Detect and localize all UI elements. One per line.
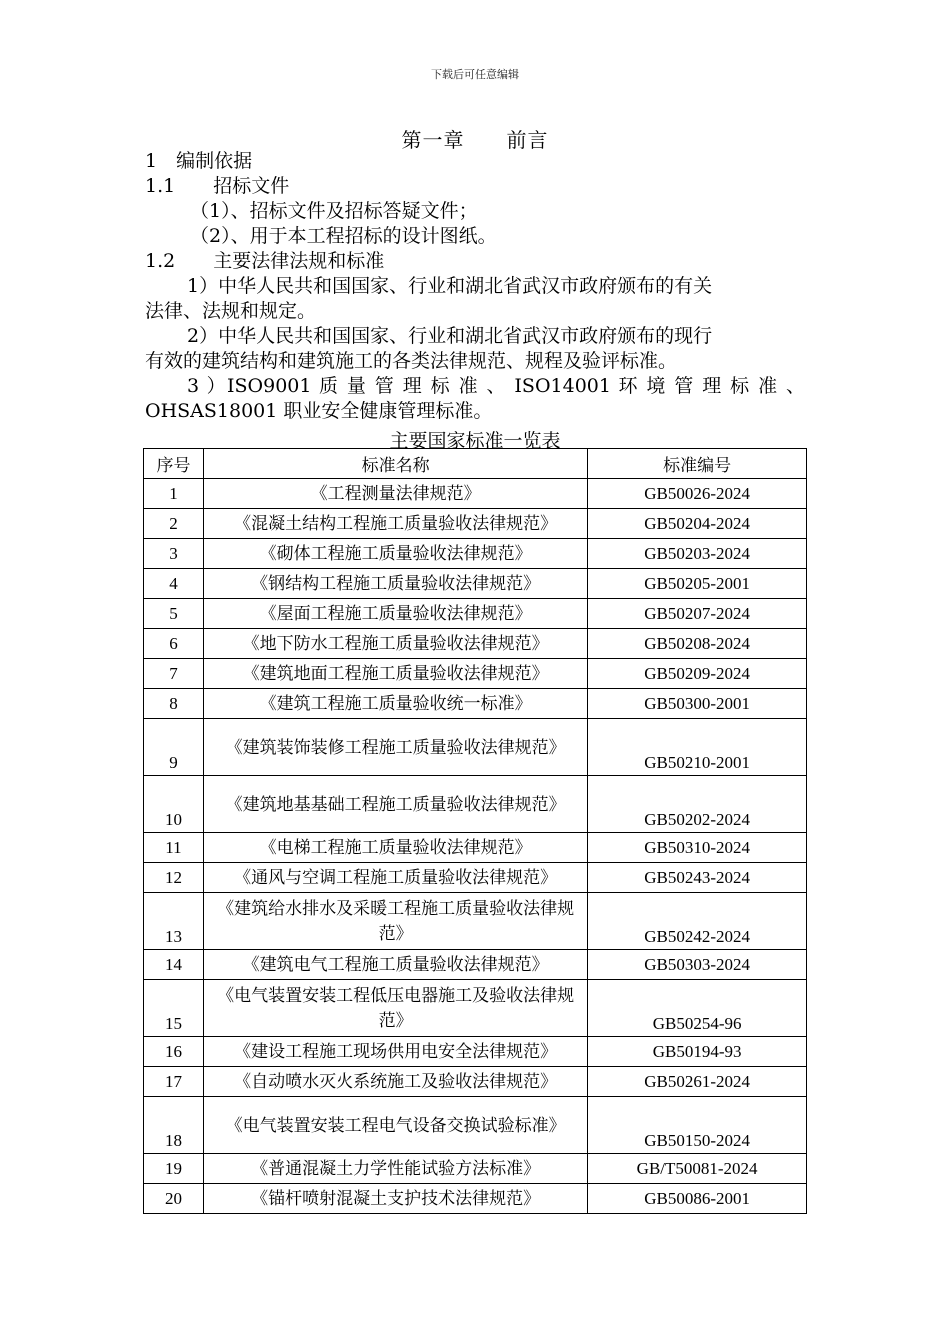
table-row — [144, 539, 807, 569]
row-code: GB50205-2001 — [588, 569, 807, 599]
table-row — [144, 1097, 807, 1154]
header-name: 标准名称 — [203, 449, 587, 479]
row-name: 《砌体工程施工质量验收法律规范》 — [203, 539, 587, 569]
row-name: 《混凝土结构工程施工质量验收法律规范》 — [203, 509, 587, 539]
table-row — [144, 479, 807, 509]
table-row — [144, 719, 807, 776]
table-row — [144, 776, 807, 833]
row-code: GB/T50081-2024 — [588, 1154, 807, 1184]
row-name: 《电梯工程施工质量验收法律规范》 — [203, 833, 587, 863]
row-name: 《建筑电气工程施工质量验收法律规范》 — [203, 950, 587, 980]
table-row — [144, 1184, 807, 1214]
row-name: 《电气装置安装工程低压电器施工及验收法律规范》 — [203, 980, 587, 1037]
row-code: GB50202-2024 — [588, 776, 807, 833]
section-heading-1-2: 1.2 主要法律法规和标准 — [145, 250, 385, 272]
row-name: 《自动喷水灭火系统施工及验收法律规范》 — [203, 1067, 587, 1097]
row-code: GB50303-2024 — [588, 950, 807, 980]
row-code: GB50242-2024 — [588, 893, 807, 950]
row-code: GB50254-96 — [588, 980, 807, 1037]
section-heading-1-1: 1.1 招标文件 — [145, 175, 290, 197]
row-no: 1 — [144, 479, 204, 509]
paragraph-1-line-1: 1）中华人民共和国国家、行业和湖北省武汉市政府颁布的有关 — [187, 275, 713, 297]
row-name: 《工程测量法律规范》 — [203, 479, 587, 509]
paragraph-3-line-1: 3 ）ISO9001 质 量 管 理 标 准 、 ISO14001 环 境 管 理 标 准 、 — [187, 375, 805, 397]
table-row — [144, 629, 807, 659]
table-title: 主要国家标准一览表 — [389, 430, 561, 452]
row-code: GB50208-2024 — [588, 629, 807, 659]
header-code: 标准编号 — [588, 449, 807, 479]
row-no: 14 — [144, 950, 204, 980]
row-no: 5 — [144, 599, 204, 629]
standards-table — [143, 448, 807, 1214]
row-no: 10 — [144, 776, 204, 833]
table-header-row — [144, 449, 807, 479]
table-row — [144, 893, 807, 950]
table-row — [144, 599, 807, 629]
section-heading-1: 1 编制依据 — [145, 150, 253, 172]
row-name: 《建筑地基基础工程施工质量验收法律规范》 — [203, 776, 587, 833]
row-code: GB50026-2024 — [588, 479, 807, 509]
chapter-title: 第一章 前言 — [401, 128, 549, 152]
row-code: GB50210-2001 — [588, 719, 807, 776]
row-no: 11 — [144, 833, 204, 863]
row-no: 6 — [144, 629, 204, 659]
row-code: GB50300-2001 — [588, 689, 807, 719]
row-no: 13 — [144, 893, 204, 950]
table-row — [144, 689, 807, 719]
row-code: GB50261-2024 — [588, 1067, 807, 1097]
paragraph-2-line-2: 有效的建筑结构和建筑施工的各类法律规范、规程及验评标准。 — [145, 350, 678, 372]
list-item: （1）、招标文件及招标答疑文件； — [190, 200, 478, 222]
paragraph-1-line-2: 法律、法规和规定。 — [145, 300, 317, 322]
table-row — [144, 980, 807, 1037]
row-code: GB50204-2024 — [588, 509, 807, 539]
row-no: 12 — [144, 863, 204, 893]
row-no: 20 — [144, 1184, 204, 1214]
table-row — [144, 833, 807, 863]
table-row — [144, 1037, 807, 1067]
row-name: 《建设工程施工现场供用电安全法律规范》 — [203, 1037, 587, 1067]
row-no: 18 — [144, 1097, 204, 1154]
table-row — [144, 569, 807, 599]
row-no: 2 — [144, 509, 204, 539]
table-row — [144, 950, 807, 980]
row-code: GB50150-2024 — [588, 1097, 807, 1154]
paragraph-3-line-2: OHSAS18001 职业安全健康管理标准。 — [145, 400, 493, 422]
row-code: GB50207-2024 — [588, 599, 807, 629]
row-no: 19 — [144, 1154, 204, 1184]
row-name: 《钢结构工程施工质量验收法律规范》 — [203, 569, 587, 599]
header-no: 序号 — [144, 449, 204, 479]
row-name: 《建筑地面工程施工质量验收法律规范》 — [203, 659, 587, 689]
table-row — [144, 1067, 807, 1097]
table-row — [144, 863, 807, 893]
row-no: 7 — [144, 659, 204, 689]
row-name: 《通风与空调工程施工质量验收法律规范》 — [203, 863, 587, 893]
row-no: 4 — [144, 569, 204, 599]
row-code: GB50243-2024 — [588, 863, 807, 893]
row-code: GB50209-2024 — [588, 659, 807, 689]
row-name: 《建筑装饰装修工程施工质量验收法律规范》 — [203, 719, 587, 776]
table-row — [144, 659, 807, 689]
row-no: 17 — [144, 1067, 204, 1097]
row-name: 《电气装置安装工程电气设备交换试验标准》 — [203, 1097, 587, 1154]
row-name: 《屋面工程施工质量验收法律规范》 — [203, 599, 587, 629]
row-name: 《锚杆喷射混凝土支护技术法律规范》 — [203, 1184, 587, 1214]
row-no: 15 — [144, 980, 204, 1037]
row-no: 16 — [144, 1037, 204, 1067]
row-name: 《地下防水工程施工质量验收法律规范》 — [203, 629, 587, 659]
row-no: 9 — [144, 719, 204, 776]
header-note: 下载后可任意编辑 — [431, 68, 519, 81]
row-code: GB50310-2024 — [588, 833, 807, 863]
row-code: GB50194-93 — [588, 1037, 807, 1067]
row-no: 3 — [144, 539, 204, 569]
paragraph-2-line-1: 2）中华人民共和国国家、行业和湖北省武汉市政府颁布的现行 — [187, 325, 713, 347]
table-row — [144, 509, 807, 539]
table-row — [144, 1154, 807, 1184]
row-name: 《建筑工程施工质量验收统一标准》 — [203, 689, 587, 719]
row-name: 《普通混凝土力学性能试验方法标准》 — [203, 1154, 587, 1184]
list-item: （2）、用于本工程招标的设计图纸。 — [190, 225, 497, 247]
row-name: 《建筑给水排水及采暖工程施工质量验收法律规范》 — [203, 893, 587, 950]
row-code: GB50203-2024 — [588, 539, 807, 569]
row-no: 8 — [144, 689, 204, 719]
row-code: GB50086-2001 — [588, 1184, 807, 1214]
